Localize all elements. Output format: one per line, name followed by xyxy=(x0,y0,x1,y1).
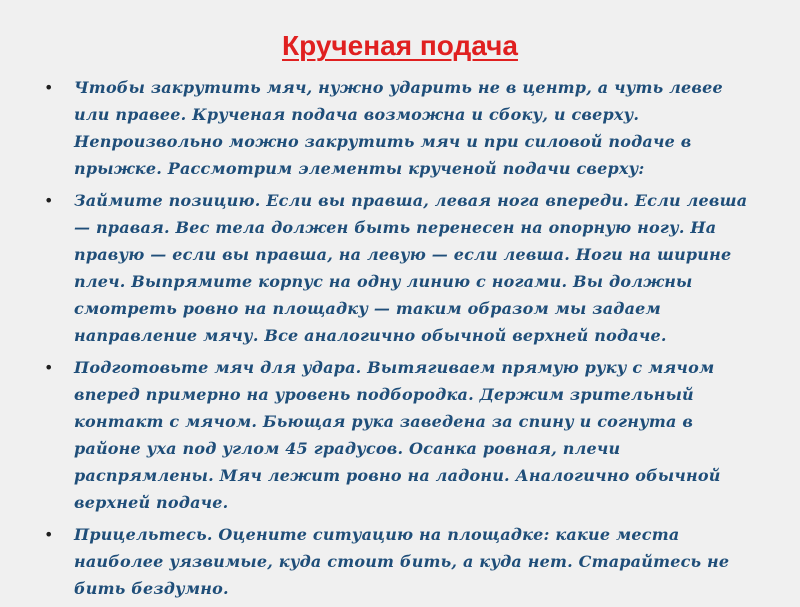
bullet-item xyxy=(44,354,764,516)
bullet-icon: • xyxy=(44,191,54,210)
bullet-icon: • xyxy=(44,358,54,377)
bullet-item xyxy=(44,74,764,182)
bullet-item xyxy=(44,521,764,602)
bullet-list xyxy=(44,74,764,607)
bullet-text: Займите позицию. Если вы правша, левая нога впереди. Если левша — правая. Вес тела должен быть перенесен на опорную ногу. На правую — если вы правша, на левую — если левша. Ноги на ширине плеч. Выпрямите корпус на одну линию с ногами. Вы должны смотреть ровно на площадку — таким образом мы задаем направление мячу. Все аналогично обычной верхней подаче. xyxy=(74,191,748,345)
bullet-text: Чтобы закрутить мяч, нужно ударить не в центр, а чуть левее или правее. Крученая подача возможна и сбоку, и сверху. Непроизвольно можно закрутить мяч и при силовой подаче в прыжке. Рассмотрим элементы крученой подачи сверху: xyxy=(74,78,723,178)
bullet-text: Прицельтесь. Оцените ситуацию на площадке: какие места наиболее уязвимые, куда стоит бить, а куда нет. Старайтесь не бить бездумно. xyxy=(74,525,730,598)
bullet-icon: • xyxy=(44,78,54,97)
bullet-icon: • xyxy=(44,525,54,544)
bullet-text: Подготовьте мяч для удара. Вытягиваем прямую руку с мячом вперед примерно на уровень подбородка. Держим зрительный контакт с мячом. Бьющая рука заведена за спину и согнута в районе уха под углом 45 градусов. Осанка ровная, плечи распрямлены. Мяч лежит ровно на ладони. Аналогично обычной верхней подаче. xyxy=(74,358,721,512)
bullet-item xyxy=(44,187,764,349)
slide-title: Крученая подача xyxy=(282,30,518,61)
